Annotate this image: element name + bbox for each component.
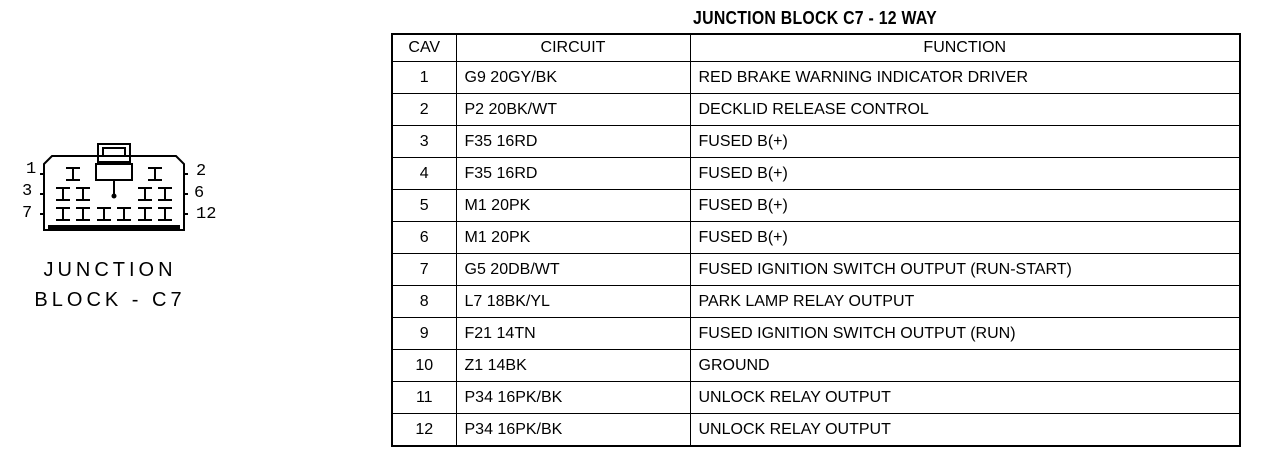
cell-function: FUSED B(+): [690, 126, 1240, 158]
cell-function: FUSED B(+): [690, 222, 1240, 254]
connector-shape-icon: [0, 138, 240, 248]
cell-cav: 11: [392, 382, 456, 414]
pinout-table: [391, 33, 1241, 447]
cell-circuit: G9 20GY/BK: [456, 62, 690, 94]
cell-function: DECKLID RELEASE CONTROL: [690, 94, 1240, 126]
cell-circuit: Z1 14BK: [456, 350, 690, 382]
cell-function: FUSED B(+): [690, 190, 1240, 222]
cell-circuit: F21 14TN: [456, 318, 690, 350]
table-header-row: [392, 34, 1240, 62]
connector-caption-line2: BLOCK - C7: [34, 289, 186, 311]
pin-label-2: 2: [196, 162, 207, 181]
table-row: [392, 286, 1240, 318]
cell-circuit: M1 20PK: [456, 222, 690, 254]
cell-circuit: P34 16PK/BK: [456, 414, 690, 447]
pin-label-3: 3: [22, 182, 33, 201]
pin-label-6: 6: [194, 184, 205, 203]
cell-function: RED BRAKE WARNING INDICATOR DRIVER: [690, 62, 1240, 94]
cell-cav: 4: [392, 158, 456, 190]
cell-circuit: P34 16PK/BK: [456, 382, 690, 414]
table-row: [392, 190, 1240, 222]
connector-caption: [20, 255, 200, 315]
pin-label-12: 12: [196, 205, 217, 224]
cell-circuit: L7 18BK/YL: [456, 286, 690, 318]
cell-function: FUSED IGNITION SWITCH OUTPUT (RUN): [690, 318, 1240, 350]
table-row: [392, 382, 1240, 414]
cell-cav: 12: [392, 414, 456, 447]
connector-caption-line1: JUNCTION: [43, 259, 177, 281]
table-row: [392, 318, 1240, 350]
cell-cav: 10: [392, 350, 456, 382]
cell-cav: 8: [392, 286, 456, 318]
cell-cav: 3: [392, 126, 456, 158]
table-row: [392, 126, 1240, 158]
pin-label-1: 1: [26, 160, 37, 179]
cell-function: UNLOCK RELAY OUTPUT: [690, 382, 1240, 414]
cell-circuit: M1 20PK: [456, 190, 690, 222]
table-row: [392, 158, 1240, 190]
cell-cav: 1: [392, 62, 456, 94]
cell-cav: 7: [392, 254, 456, 286]
header-function: FUNCTION: [690, 34, 1240, 62]
table-row: [392, 222, 1240, 254]
cell-cav: 5: [392, 190, 456, 222]
pin-label-7: 7: [22, 204, 33, 223]
header-cav: CAV: [392, 34, 456, 62]
table-row: [392, 414, 1240, 447]
cell-function: PARK LAMP RELAY OUTPUT: [690, 286, 1240, 318]
cell-cav: 9: [392, 318, 456, 350]
cell-function: FUSED IGNITION SWITCH OUTPUT (RUN-START): [690, 254, 1240, 286]
cell-circuit: F35 16RD: [456, 158, 690, 190]
cell-cav: 6: [392, 222, 456, 254]
cell-function: UNLOCK RELAY OUTPUT: [690, 414, 1240, 447]
table-title: JUNCTION BLOCK C7 - 12 WAY: [693, 8, 937, 28]
table-row: [392, 62, 1240, 94]
cell-function: GROUND: [690, 350, 1240, 382]
table-row: [392, 254, 1240, 286]
header-circuit: CIRCUIT: [456, 34, 690, 62]
cell-circuit: G5 20DB/WT: [456, 254, 690, 286]
table-row: [392, 350, 1240, 382]
connector-diagram: [0, 138, 240, 248]
table-row: [392, 94, 1240, 126]
cell-function: FUSED B(+): [690, 158, 1240, 190]
cell-cav: 2: [392, 94, 456, 126]
cell-circuit: F35 16RD: [456, 126, 690, 158]
cell-circuit: P2 20BK/WT: [456, 94, 690, 126]
